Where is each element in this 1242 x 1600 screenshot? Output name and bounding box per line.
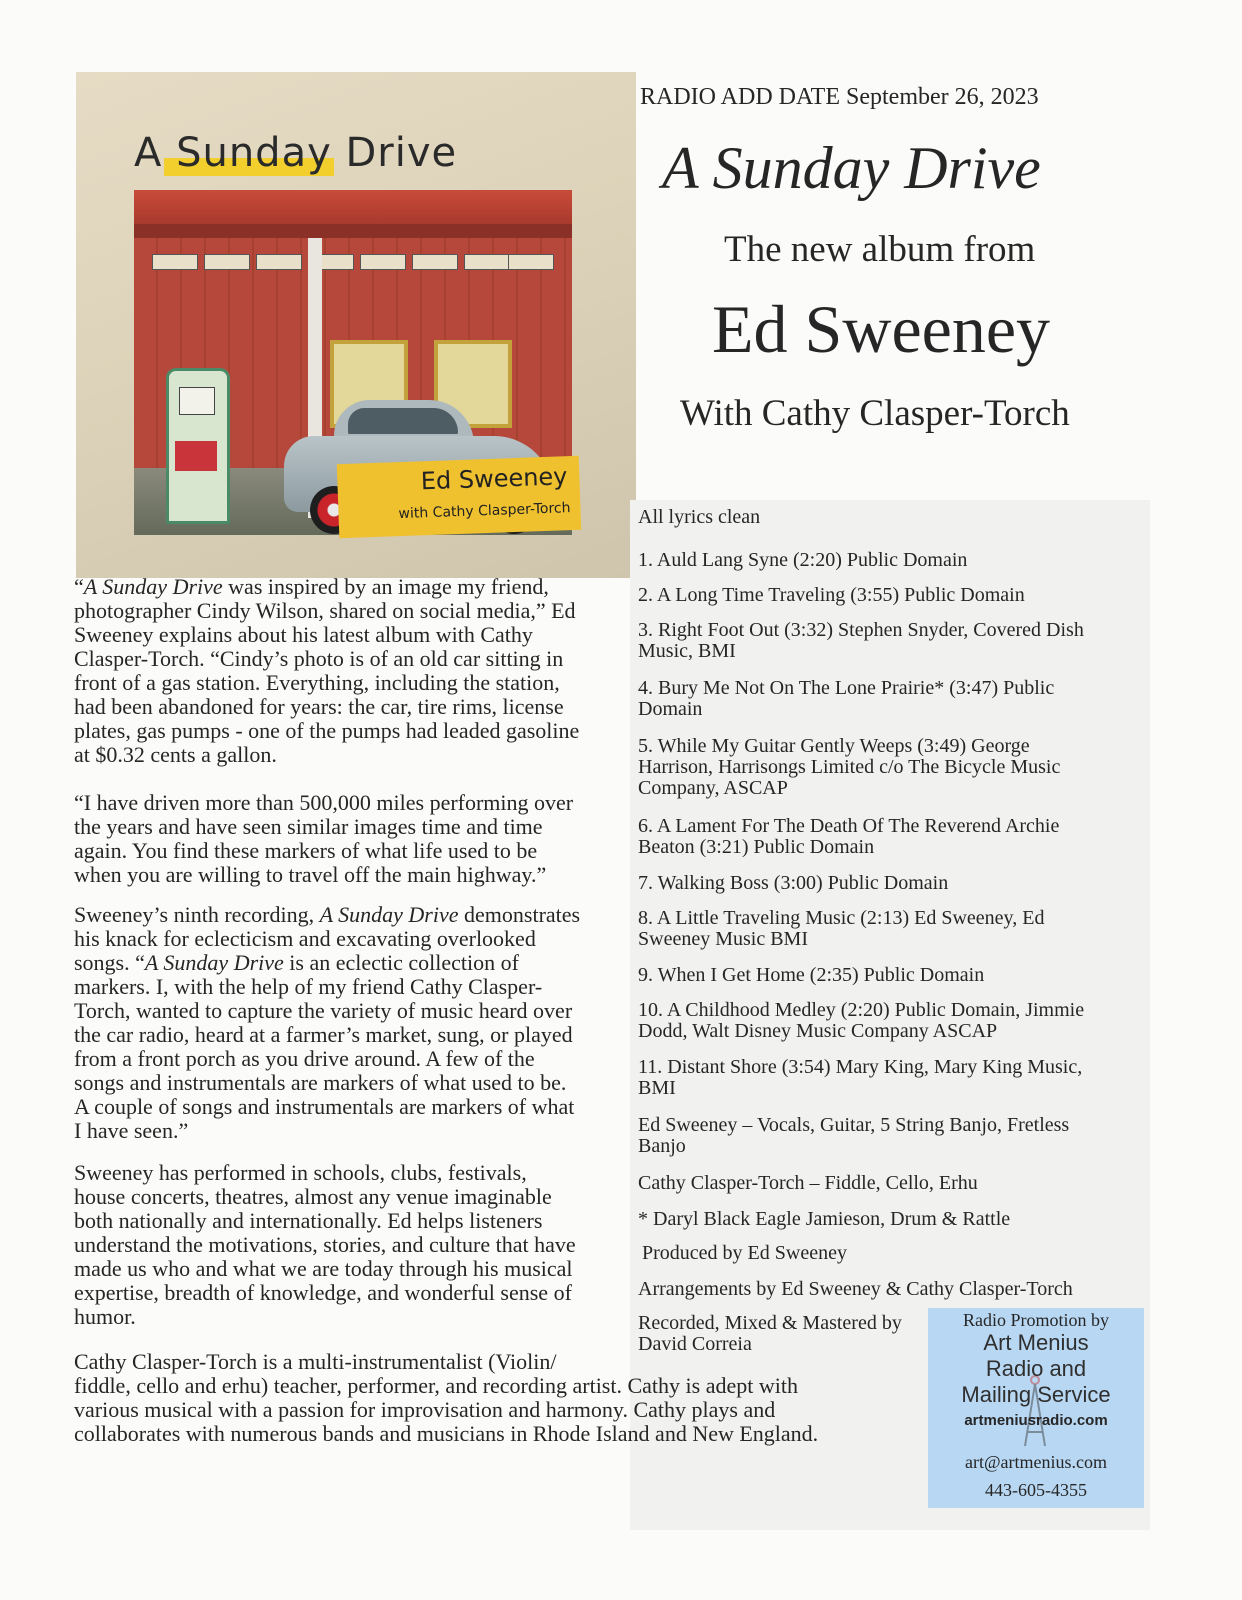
track-10: 10. A Childhood Medley (2:20) Public Domain, Jimmie Dodd, Walt Disney Music Company ASCAP bbox=[638, 999, 1085, 1042]
gas-pump bbox=[166, 368, 230, 524]
credit-recorded: Recorded, Mixed & Mastered by David Correia bbox=[638, 1312, 902, 1355]
promo-label: Radio Promotion by bbox=[962, 1310, 1109, 1330]
credit-cathy: Cathy Clasper-Torch – Fiddle, Cello, Erhu bbox=[638, 1172, 978, 1194]
track-4: 4. Bury Me Not On The Lone Prairie* (3:47) Public Domain bbox=[638, 677, 1055, 720]
credit-arrangements: Arrangements by Ed Sweeney & Cathy Clasper-Torch bbox=[638, 1278, 1073, 1300]
cover-title: A Sunday Drive bbox=[134, 130, 458, 176]
radio-promotion-box bbox=[928, 1308, 1144, 1508]
radio-add-date: RADIO ADD DATE September 26, 2023 bbox=[640, 84, 1039, 110]
track-3: 3. Right Foot Out (3:32) Stephen Snyder, Covered Dish Music, BMI bbox=[638, 619, 1084, 662]
subtitle: The new album from bbox=[724, 229, 1036, 270]
paragraph-3: Sweeney’s ninth recording, A Sunday Drive demonstrates his knack for eclecticism and excavating overlooked songs. “A Sunday Drive is an eclectic collection of markers. I, with the help of my friend Cathy Clasper- Torch, wanted to capture the variety of music heard over the car radio, heard at a farmer’s market, sung, or played from a front porch as you drive around. A few of the songs and instrumentals are markers of what used to be. A couple of songs and instrumentals are markers of what I have seen.” bbox=[74, 902, 581, 1143]
cover-credit-banner: Ed Sweeney with Cathy Clasper-Torch bbox=[337, 456, 581, 538]
featuring-line: With Cathy Clasper-Torch bbox=[680, 393, 1070, 434]
album-cover-image bbox=[76, 72, 636, 578]
track-9: 9. When I Get Home (2:35) Public Domain bbox=[638, 964, 985, 986]
license-plates bbox=[152, 254, 552, 270]
paragraph-2: “I have driven more than 500,000 miles performing over the years and have seen similar images time and time again. You find these markers of what life used to be when you are willing to travel off the main highway.” bbox=[74, 790, 574, 887]
track-11: 11. Distant Shore (3:54) Mary King, Mary King Music, BMI bbox=[638, 1056, 1083, 1099]
lyrics-note: All lyrics clean bbox=[638, 506, 761, 528]
track-1: 1. Auld Lang Syne (2:20) Public Domain bbox=[638, 549, 968, 571]
paragraph-1: “A Sunday Drive was inspired by an image my friend, photographer Cindy Wilson, shared on social media,” Ed Sweeney explains about his latest album with Cathy Clasper-Torch. “Cindy’s photo is of an old car sitting in front of a gas station. Everything, including the station, had been abandoned for years: the car, tire rims, license plates, gas pumps - one of the pumps had leaded gasoline at $0.32 cents a gallon. bbox=[74, 574, 580, 767]
promo-email[interactable]: art@artmenius.com bbox=[964, 1452, 1108, 1472]
credit-ed-sweeney: Ed Sweeney – Vocals, Guitar, 5 String Banjo, Fretless Banjo bbox=[638, 1114, 1070, 1157]
station-roof bbox=[134, 190, 572, 224]
credit-producer: Produced by Ed Sweeney bbox=[642, 1242, 847, 1264]
paragraph-5: Cathy Clasper-Torch is a multi-instrumentalist (Violin/ fiddle, cello and erhu) teacher, performer, and recording artist. Cathy is adept with various musical with a passion for improvisation and harmony. Cathy plays and collaborates with numerous bands and musicians in Rhode Island and New England. bbox=[74, 1349, 819, 1446]
track-5: 5. While My Guitar Gently Weeps (3:49) George Harrison, Harrisongs Limited c/o The Bicycle Music Company, ASCAP bbox=[638, 735, 1061, 799]
promo-phone: 443-605-4355 bbox=[985, 1480, 1087, 1500]
artist-name: Ed Sweeney bbox=[712, 291, 1051, 367]
track-6: 6. A Lament For The Death Of The Reverend Archie Beaton (3:21) Public Domain bbox=[638, 815, 1060, 858]
promo-company: Art Menius Radio and Mailing Service bbox=[961, 1330, 1111, 1407]
track-7: 7. Walking Boss (3:00) Public Domain bbox=[638, 872, 949, 894]
promo-website[interactable]: artmeniusradio.com bbox=[964, 1412, 1108, 1429]
credit-daryl: * Daryl Black Eagle Jamieson, Drum & Rattle bbox=[638, 1208, 1011, 1230]
paragraph-4: Sweeney has performed in schools, clubs, festivals, house concerts, theatres, almost any venue imaginable both nationally and internationally. Ed helps listeners understand the motivations, stories, and culture that have made us who and what we are today through his musical expertise, breadth of knowledge, and wonderful sense of humor. bbox=[74, 1160, 576, 1329]
track-8: 8. A Little Traveling Music (2:13) Ed Sweeney, Ed Sweeney Music BMI bbox=[638, 907, 1045, 950]
track-2: 2. A Long Time Traveling (3:55) Public Domain bbox=[638, 584, 1025, 606]
album-title: A Sunday Drive bbox=[662, 135, 1041, 201]
